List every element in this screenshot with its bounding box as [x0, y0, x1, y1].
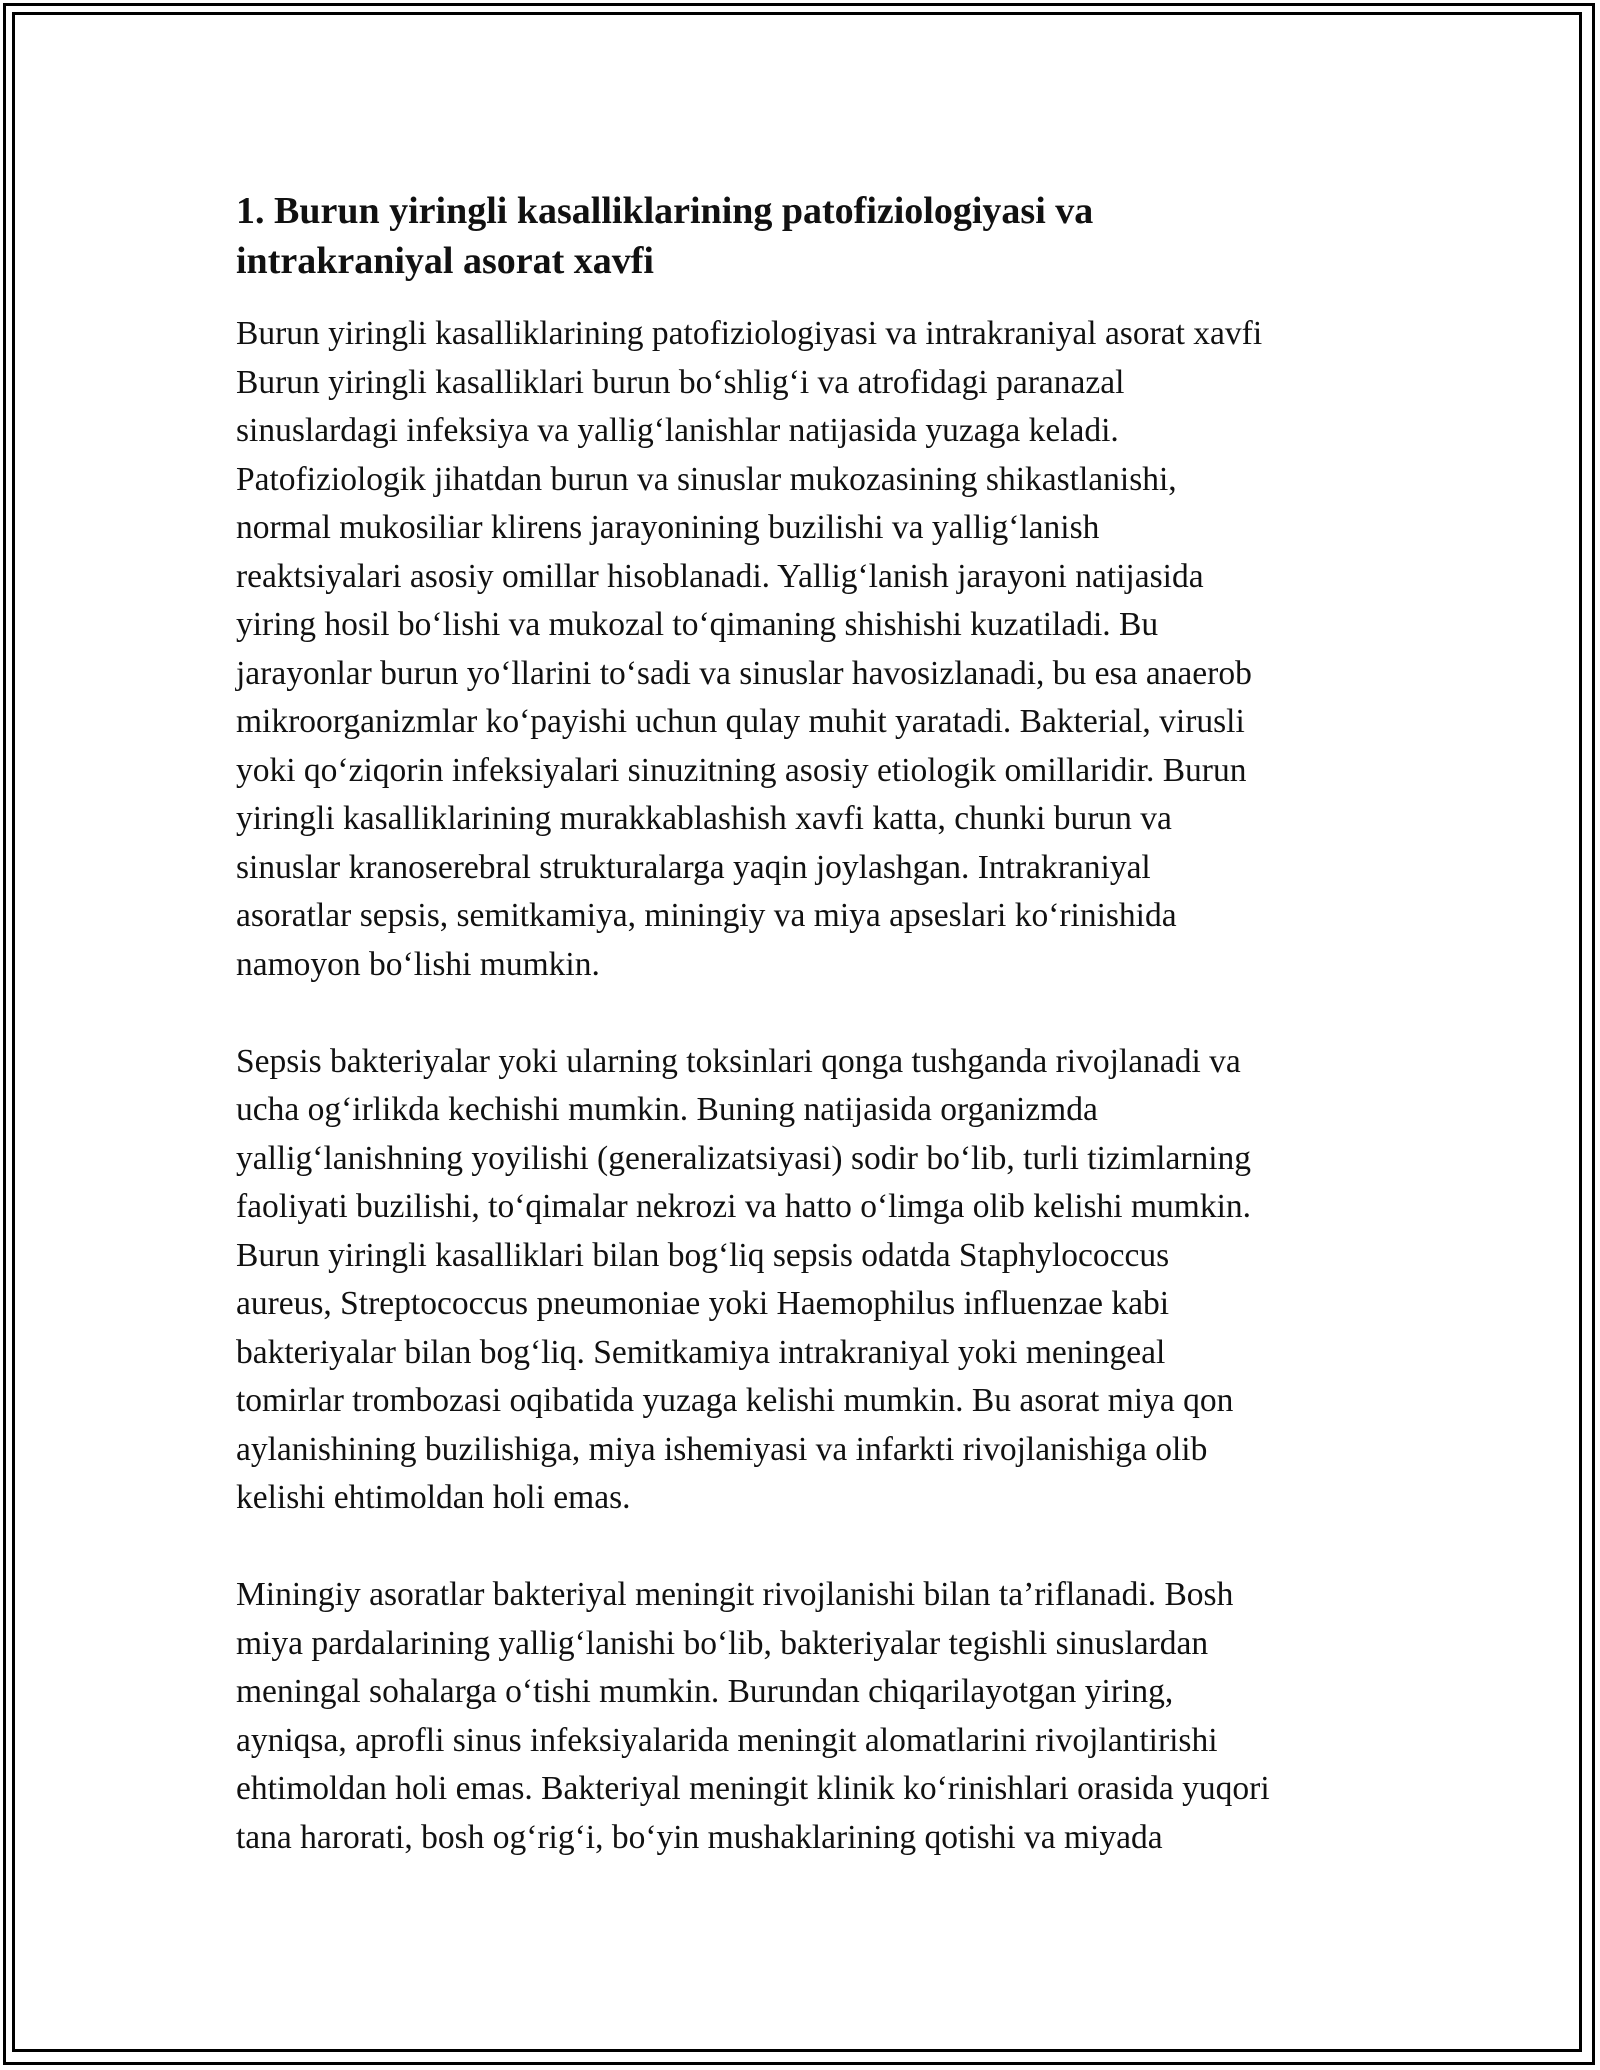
text-line: tomirlar trombozasi oqibatida yuzaga kelishi mumkin. Bu asorat miya qon: [236, 1382, 1234, 1419]
text-line: bakteriyalar bilan bog‘liq. Semitkamiya intrakraniyal yoki meningeal: [236, 1333, 1166, 1371]
document-body: [236, 186, 1376, 1911]
text-line: miya pardalarining yallig‘lanishi bo‘lib, bakteriyalar tegishli sinuslardan: [236, 1624, 1209, 1662]
text-line: ehtimoldan holi emas. Bakteriyal meningit klinik ko‘rinishlari orasida yuqori: [236, 1770, 1270, 1807]
text-line: faoliyati buzilishi, to‘qimalar nekrozi va hatto o‘limga olib kelishi mumkin.: [236, 1188, 1252, 1225]
text-line: yallig‘lanishning yoyilishi (generalizatsiyasi) sodir bo‘lib, turli tizimlarning: [236, 1139, 1252, 1177]
text-line: yiring hosil bo‘lishi va mukozal to‘qimaning shishishi kuzatiladi. Bu: [236, 606, 1159, 643]
text-line: normal mukosiliar klirens jarayonining buzilishi va yallig‘lanish: [236, 509, 1100, 546]
paragraph-3: [236, 1571, 1376, 1862]
text-line: aylanishining buzilishiga, miya ishemiyasi va infarkti rivojlanishiga olib: [236, 1430, 1208, 1468]
text-line: aureus, Streptococcus pneumoniae yoki Haemophilus influenzae kabi: [236, 1285, 1170, 1322]
text-line: ucha og‘irlikda kechishi mumkin. Buning natijasida organizmda: [236, 1091, 1098, 1128]
text-line: sinuslar kranoserebral strukturalarga yaqin joylashgan. Intrakraniyal: [236, 848, 1151, 886]
text-line: Sepsis bakteriyalar yoki ularning toksinlari qonga tushganda rivojlanadi va: [236, 1042, 1241, 1080]
text-line: reaktsiyalari asosiy omillar hisoblanadi. Yallig‘lanish jarayoni natijasida: [236, 557, 1204, 595]
paragraph-1: [236, 310, 1376, 989]
text-line: Burun yiringli kasalliklari bilan bog‘liq sepsis odatda Staphylococcus: [236, 1236, 1170, 1274]
heading-line: intrakraniyal asorat xavfi: [236, 240, 654, 282]
text-line: sinuslardagi infeksiya va yallig‘lanishlar natijasida yuzaga keladi.: [236, 412, 1119, 449]
text-line: ayniqsa, aprofli sinus infeksiyalarida meningit alomatlarini rivojlantirishi: [236, 1721, 1218, 1759]
text-line: tana harorati, bosh og‘rig‘i, bo‘yin mushaklarining qotishi va miyada: [236, 1818, 1163, 1856]
text-line: Patofiziologik jihatdan burun va sinuslar mukozasining shikastlanishi,: [236, 460, 1177, 498]
text-line: jarayonlar burun yo‘llarini to‘sadi va sinuslar havosizlanadi, bu esa anaerob: [236, 654, 1252, 692]
text-line: Burun yiringli kasalliklari burun bo‘shlig‘i va atrofidagi paranazal: [236, 363, 1125, 401]
text-line: asoratlar sepsis, semitkamiya, miningiy va miya apseslari ko‘rinishida: [236, 897, 1177, 934]
text-line: Miningiy asoratlar bakteriyal meningit rivojlanishi bilan ta’riflanadi. Bosh: [236, 1576, 1234, 1613]
paragraph-2: [236, 1038, 1376, 1523]
text-line: namoyon bo‘lishi mumkin.: [236, 945, 600, 983]
text-line: kelishi ehtimoldan holi emas.: [236, 1479, 631, 1516]
text-line: mikroorganizmlar ko‘payishi uchun qulay muhit yaratadi. Bakterial, virusli: [236, 703, 1245, 740]
heading-line: 1. Burun yiringli kasalliklarining patofiziologiyasi va: [236, 190, 1094, 232]
section-heading: [236, 186, 1376, 286]
text-line: yiringli kasalliklarining murakkablashish xavfi katta, chunki burun va: [236, 800, 1172, 837]
text-line: yoki qo‘ziqorin infeksiyalari sinuzitning asosiy etiologik omillaridir. Burun: [236, 751, 1247, 789]
text-line: meningal sohalarga o‘tishi mumkin. Burundan chiqarilayotgan yiring,: [236, 1673, 1174, 1710]
text-line: Burun yiringli kasalliklarining patofiziologiyasi va intrakraniyal asorat xavfi: [236, 315, 1263, 352]
